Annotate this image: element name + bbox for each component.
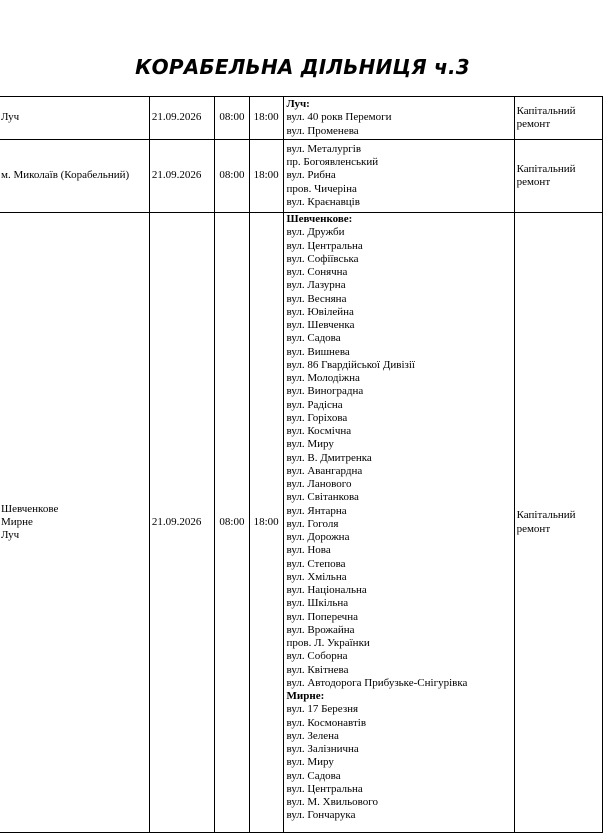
- street-item: вул. Янтарна: [286, 504, 347, 517]
- street-item: вул. Рибна: [286, 169, 336, 182]
- street-item: вул. Національна: [286, 584, 367, 596]
- street-item: вул. 86 Гвардійської Дивізії: [286, 358, 415, 371]
- street-item: вул. Дорожна: [286, 531, 350, 543]
- street-item: вул. Нова: [286, 544, 331, 557]
- date-cell: 21.09.2026: [149, 140, 214, 213]
- locality-name: Шевченкове: [1, 502, 59, 515]
- street-item: вул. Вишнева: [286, 345, 350, 358]
- street-item: вул. Краєнавців: [286, 195, 360, 208]
- start-time-cell: 08:00: [215, 140, 250, 213]
- street-item: вул. Ювілейна: [286, 305, 354, 318]
- street-item: вул. Гоголя: [286, 517, 339, 530]
- streets-cell: [283, 97, 514, 140]
- date-cell: 21.09.2026: [149, 97, 214, 140]
- street-item: вул. 17 Березня: [286, 703, 359, 716]
- work-type-label: Капітальний ремонт: [516, 104, 576, 130]
- locality-name: Луч: [1, 529, 20, 542]
- street-item: вул. Металургів: [286, 142, 362, 155]
- street-item: вул. Лазурна: [286, 279, 346, 292]
- street-item: вул. Шкільна: [286, 597, 349, 610]
- date-cell: 21.09.2026: [149, 213, 214, 833]
- street-item: вул. Дружби: [286, 226, 345, 239]
- street-item: вул. Софіївська: [286, 252, 359, 265]
- work-type-label: Капітальний ремонт: [516, 509, 576, 535]
- street-item: вул. Соборна: [286, 650, 348, 663]
- street-item: вул. Космічна: [286, 425, 352, 437]
- street-item: вул. В. Дмитренка: [286, 451, 372, 464]
- work-type-label: Капітальний ремонт: [516, 162, 576, 188]
- table-row: [0, 140, 603, 213]
- end-time-cell: 18:00: [249, 140, 283, 213]
- street-item: вул. Молодіжна: [286, 372, 360, 384]
- outage-schedule-table: [0, 96, 603, 833]
- street-item: вул. М. Хвильового: [286, 796, 379, 808]
- settlement-heading: Мирне:: [286, 690, 325, 702]
- street-item: вул. 40 рокв Перемоги: [286, 111, 392, 124]
- start-time-cell: 08:00: [215, 97, 250, 140]
- street-item: вул. Садова: [286, 332, 341, 345]
- start-time-cell: 08:00: [215, 213, 250, 833]
- end-time-cell: 18:00: [249, 97, 283, 140]
- street-item: вул. Садова: [286, 769, 341, 782]
- end-time-cell: 18:00: [249, 213, 283, 833]
- street-item: вул. Шевченка: [286, 319, 355, 331]
- locality-name: Луч: [1, 111, 20, 124]
- street-item: вул. Променева: [286, 124, 359, 137]
- street-item: вул. Сонячна: [286, 266, 348, 278]
- street-item: вул. Миру: [286, 438, 334, 451]
- settlement-heading: Луч:: [286, 98, 310, 111]
- locality-cell: [0, 213, 149, 833]
- work-type-cell: [514, 97, 602, 140]
- work-type-cell: [514, 140, 602, 213]
- street-item: вул. Автодорога Прибузьке-Снігурівка: [286, 676, 468, 689]
- street-item: пров. Л. Українки: [286, 637, 370, 649]
- street-item: вул. Квітнева: [286, 663, 349, 676]
- locality-cell: [0, 140, 149, 213]
- street-item: вул. Виноградна: [286, 385, 364, 398]
- street-item: вул. Миру: [286, 756, 334, 769]
- work-type-cell: [514, 213, 602, 833]
- street-item: вул. Поперечна: [286, 610, 358, 623]
- street-item: вул. Врожайна: [286, 623, 355, 636]
- street-item: вул. Радісна: [286, 398, 343, 411]
- street-item: вул. Ланового: [286, 478, 352, 490]
- street-item: вул. Залізнична: [286, 743, 359, 755]
- table-row: [0, 213, 603, 833]
- document-title: КОРАБЕЛЬНА ДІЛЬНИЦЯ ч.3: [135, 55, 470, 79]
- settlement-heading: Шевченкове:: [286, 213, 353, 225]
- street-item: пр. Богоявленський: [286, 156, 379, 169]
- locality-name: Мирне: [1, 515, 33, 528]
- streets-cell: [283, 140, 514, 213]
- street-item: вул. Хмільна: [286, 570, 347, 583]
- streets-cell: [283, 213, 514, 833]
- street-item: вул. Весняна: [286, 292, 347, 305]
- street-item: вул. Степова: [286, 557, 346, 570]
- street-item: вул. Світанкова: [286, 491, 359, 504]
- street-item: вул. Горіхова: [286, 411, 348, 424]
- street-item: вул. Зелена: [286, 729, 339, 742]
- street-item: пров. Чичеріна: [286, 182, 357, 195]
- locality-name: м. Миколаїв (Корабельний): [1, 169, 130, 182]
- table-row: [0, 97, 603, 140]
- street-item: вул. Центральна: [286, 239, 363, 252]
- street-item: вул. Центральна: [286, 782, 363, 795]
- locality-cell: [0, 97, 149, 140]
- street-item: вул. Авангардна: [286, 464, 363, 477]
- street-item: вул. Гончарука: [286, 809, 356, 822]
- street-item: вул. Космонавтів: [286, 716, 367, 729]
